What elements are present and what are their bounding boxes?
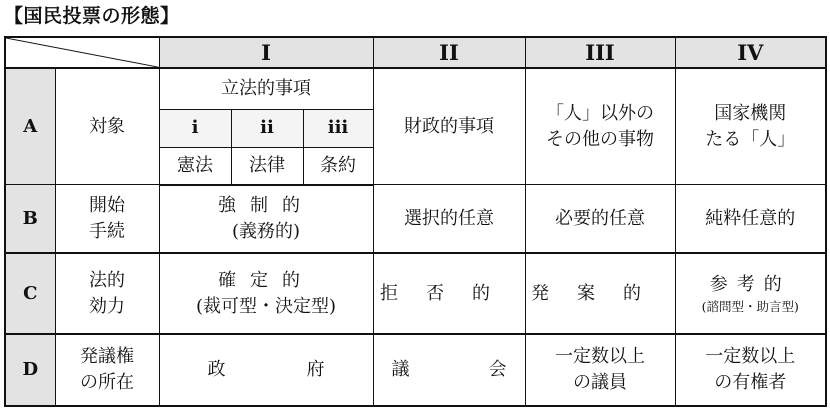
D-II-part2: 会 (488, 359, 507, 381)
row-C (5, 253, 826, 334)
C-III: 発案的 (525, 253, 675, 334)
C-I (159, 253, 373, 334)
D-III-line1: 一定数以上 (555, 346, 645, 368)
A-I-heading: 立法的事項 (159, 68, 373, 110)
A-I-sub-iii: iii (303, 110, 373, 147)
B-I-line1: 強制的 (218, 194, 314, 216)
row-label-D (55, 334, 159, 406)
D-IV-line1: 一定数以上 (705, 346, 796, 368)
B-III: 必要的任意 (525, 185, 675, 254)
A-I-item-law: 法律 (231, 147, 303, 184)
row-label-C (55, 253, 159, 334)
header-col-I: I (159, 37, 373, 68)
C-IV-line2: (諮問型・助言型) (701, 298, 799, 314)
B-II: 選択的任意 (373, 185, 525, 254)
A-III (525, 68, 675, 184)
D-III-line2: の議員 (573, 372, 627, 394)
row-label-D-line1: 発議権 (80, 346, 134, 368)
C-IV-line1: 参考的 (709, 273, 791, 295)
A-III-line2: その他の事物 (546, 128, 654, 150)
A-I-sub-i: i (159, 110, 231, 147)
referendum-forms-table (4, 36, 827, 407)
B-I-line2: (義務的) (231, 220, 301, 242)
row-label-A: 対象 (55, 68, 159, 184)
corner-cell (5, 37, 159, 68)
row-label-B-line2: 手続 (89, 220, 125, 242)
D-IV-line2: の有権者 (714, 372, 787, 394)
C-I-line2: (裁可型・決定型) (195, 295, 337, 317)
C-I-line1: 確定的 (218, 269, 314, 291)
row-key-B: B (5, 185, 55, 254)
C-II: 拒否的 (373, 253, 525, 334)
row-B (5, 185, 826, 254)
row-key-A: A (5, 68, 55, 184)
row-label-B (55, 185, 159, 254)
A-I-item-treaty: 条約 (303, 147, 373, 184)
row-A (5, 68, 826, 110)
A-III-line1: 「人」以外の (546, 102, 654, 124)
D-IV (675, 334, 826, 406)
D-I (159, 334, 373, 406)
row-label-C-line1: 法的 (89, 269, 125, 291)
diagonal-line (6, 38, 159, 67)
header-col-IV: IV (675, 37, 826, 68)
A-I-sub-ii: ii (231, 110, 303, 147)
B-IV: 純粋任意的 (675, 185, 826, 254)
A-II: 財政的事項 (373, 68, 525, 184)
D-I-part1: 政 (207, 359, 226, 381)
row-key-D: D (5, 334, 55, 406)
A-I-item-constitution: 憲法 (159, 147, 231, 184)
row-label-C-line2: 効力 (89, 295, 125, 317)
D-II-text (374, 357, 525, 383)
row-D (5, 334, 826, 406)
row-label-D-line2: の所在 (80, 372, 134, 394)
A-IV-line1: 国家機関 (714, 102, 787, 124)
C-IV (675, 253, 826, 334)
page-title: 【国民投票の形態】 (4, 5, 180, 27)
row-key-C: C (5, 253, 55, 334)
D-I-text (160, 357, 373, 383)
A-IV (675, 68, 826, 184)
D-I-part2: 府 (306, 359, 325, 381)
D-III (525, 334, 675, 406)
header-col-II: II (373, 37, 525, 68)
D-II (373, 334, 525, 406)
row-label-B-line1: 開始 (89, 194, 125, 216)
header-col-III: III (525, 37, 675, 68)
A-IV-line2: たる「人」 (705, 128, 796, 150)
B-I (159, 185, 373, 254)
header-row (5, 37, 826, 68)
D-II-part1: 議 (391, 359, 410, 381)
